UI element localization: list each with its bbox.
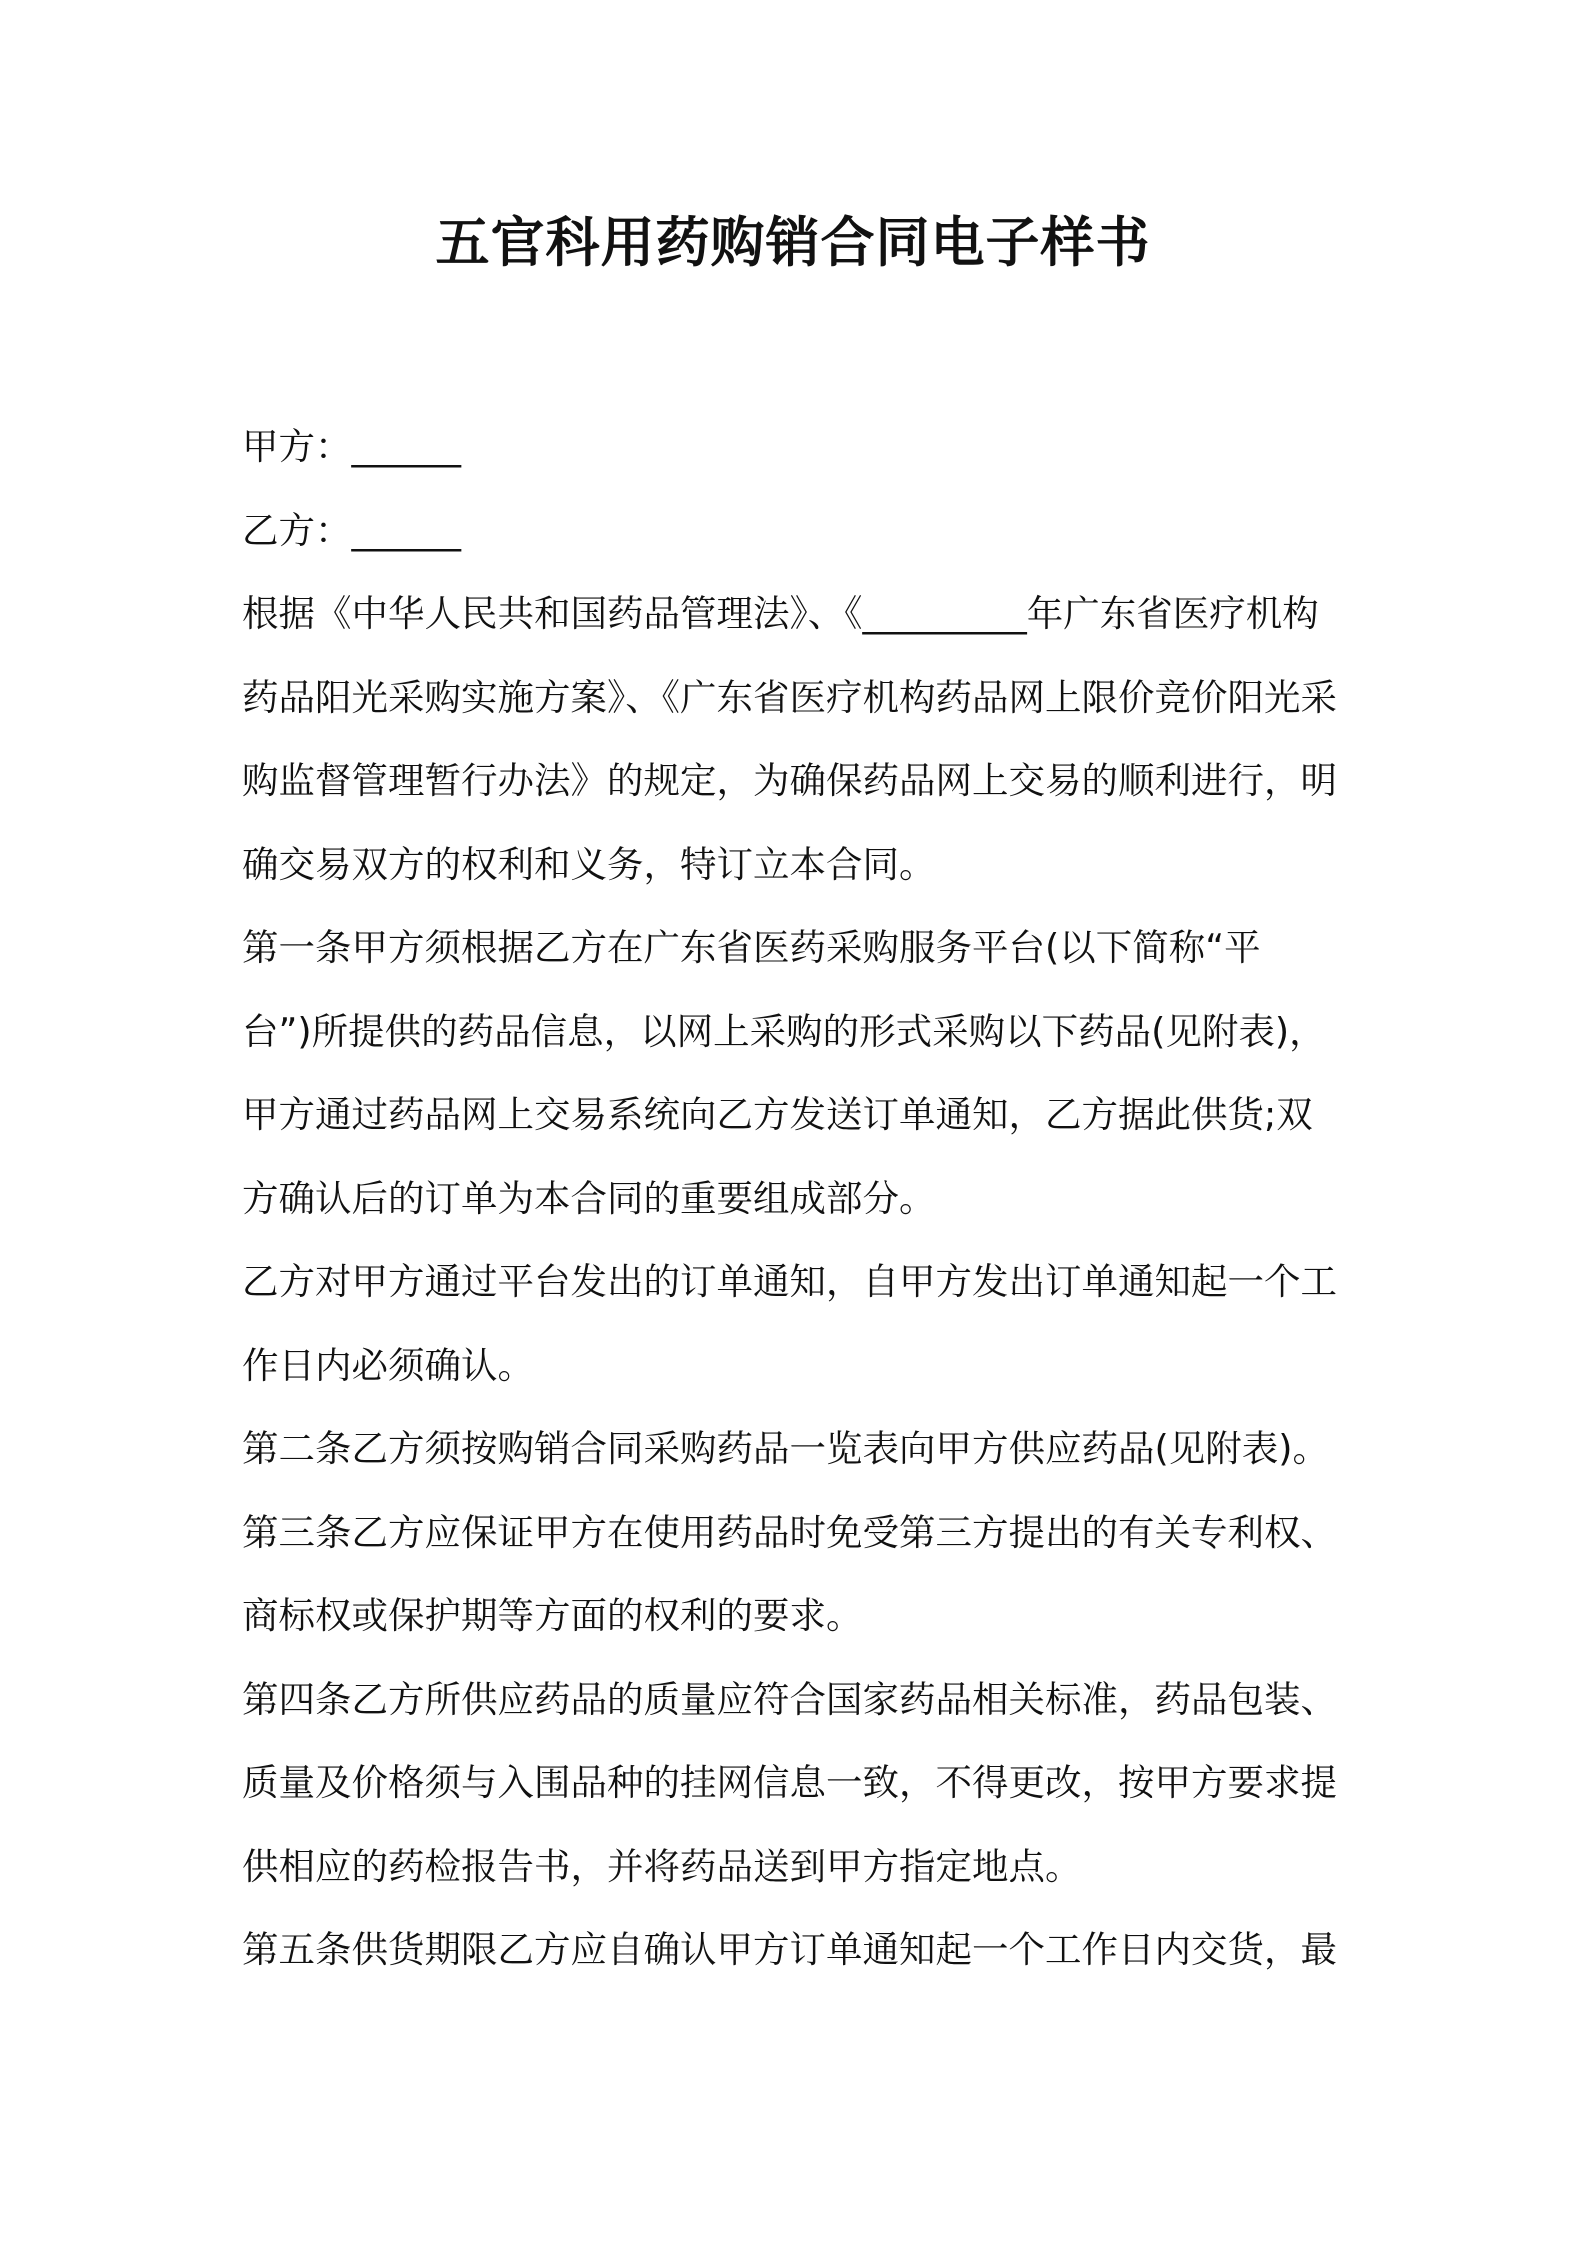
article-1-line: 甲方通过药品网上交易系统向乙方发送订单通知，乙方据此供货;双 [242,1093,1313,1136]
party-a-line: 甲方：______ [242,425,461,468]
article-4-line: 第四条乙方所供应药品的质量应符合国家药品相关标准，药品包装、 [242,1677,1337,1721]
preamble-line: 确交易双方的权利和义务，特订立本合同。 [242,842,936,886]
article-4-line: 供相应的药检报告书，并将药品送到甲方指定地点。 [242,1844,1082,1888]
confirmation-line: 作日内必须确认。 [242,1343,534,1387]
preamble-line: 购监督管理暂行办法》的规定，为确保药品网上交易的顺利进行，明 [242,759,1337,802]
article-1-line: 台”)所提供的药品信息，以网上采购的形式采购以下药品(见附表)， [242,1009,1326,1053]
article-3-line: 第三条乙方应保证甲方在使用药品时免受第三方提出的有关专利权、 [242,1510,1337,1554]
preamble-line: 根据《中华人民共和国药品管理法》、《_________年广东省医疗机构 [242,592,1319,635]
article-5-line: 第五条供货期限乙方应自确认甲方订单通知起一个工作日内交货，最 [242,1928,1337,1971]
document-title: 五官科用药购销合同电子样书 [435,211,1151,274]
contract-body [242,405,1352,1992]
article-1-line: 方确认后的订单为本合同的重要组成部分。 [242,1176,936,1220]
article-2-line: 第二条乙方须按购销合同采购药品一览表向甲方供应药品(见附表)。 [242,1427,1329,1470]
article-1-line: 第一条甲方须根据乙方在广东省医药采购服务平台(以下简称“平 [242,926,1261,969]
preamble-line: 药品阳光采购实施方案》、《广东省医疗机构药品网上限价竞价阳光采 [242,675,1337,719]
party-b-line: 乙方：______ [242,508,461,552]
article-4-line: 质量及价格须与入围品种的挂网信息一致，不得更改，按甲方要求提 [242,1761,1337,1804]
confirmation-line: 乙方对甲方通过平台发出的订单通知，自甲方发出订单通知起一个工 [242,1260,1337,1303]
article-3-line: 商标权或保护期等方面的权利的要求。 [242,1594,863,1637]
